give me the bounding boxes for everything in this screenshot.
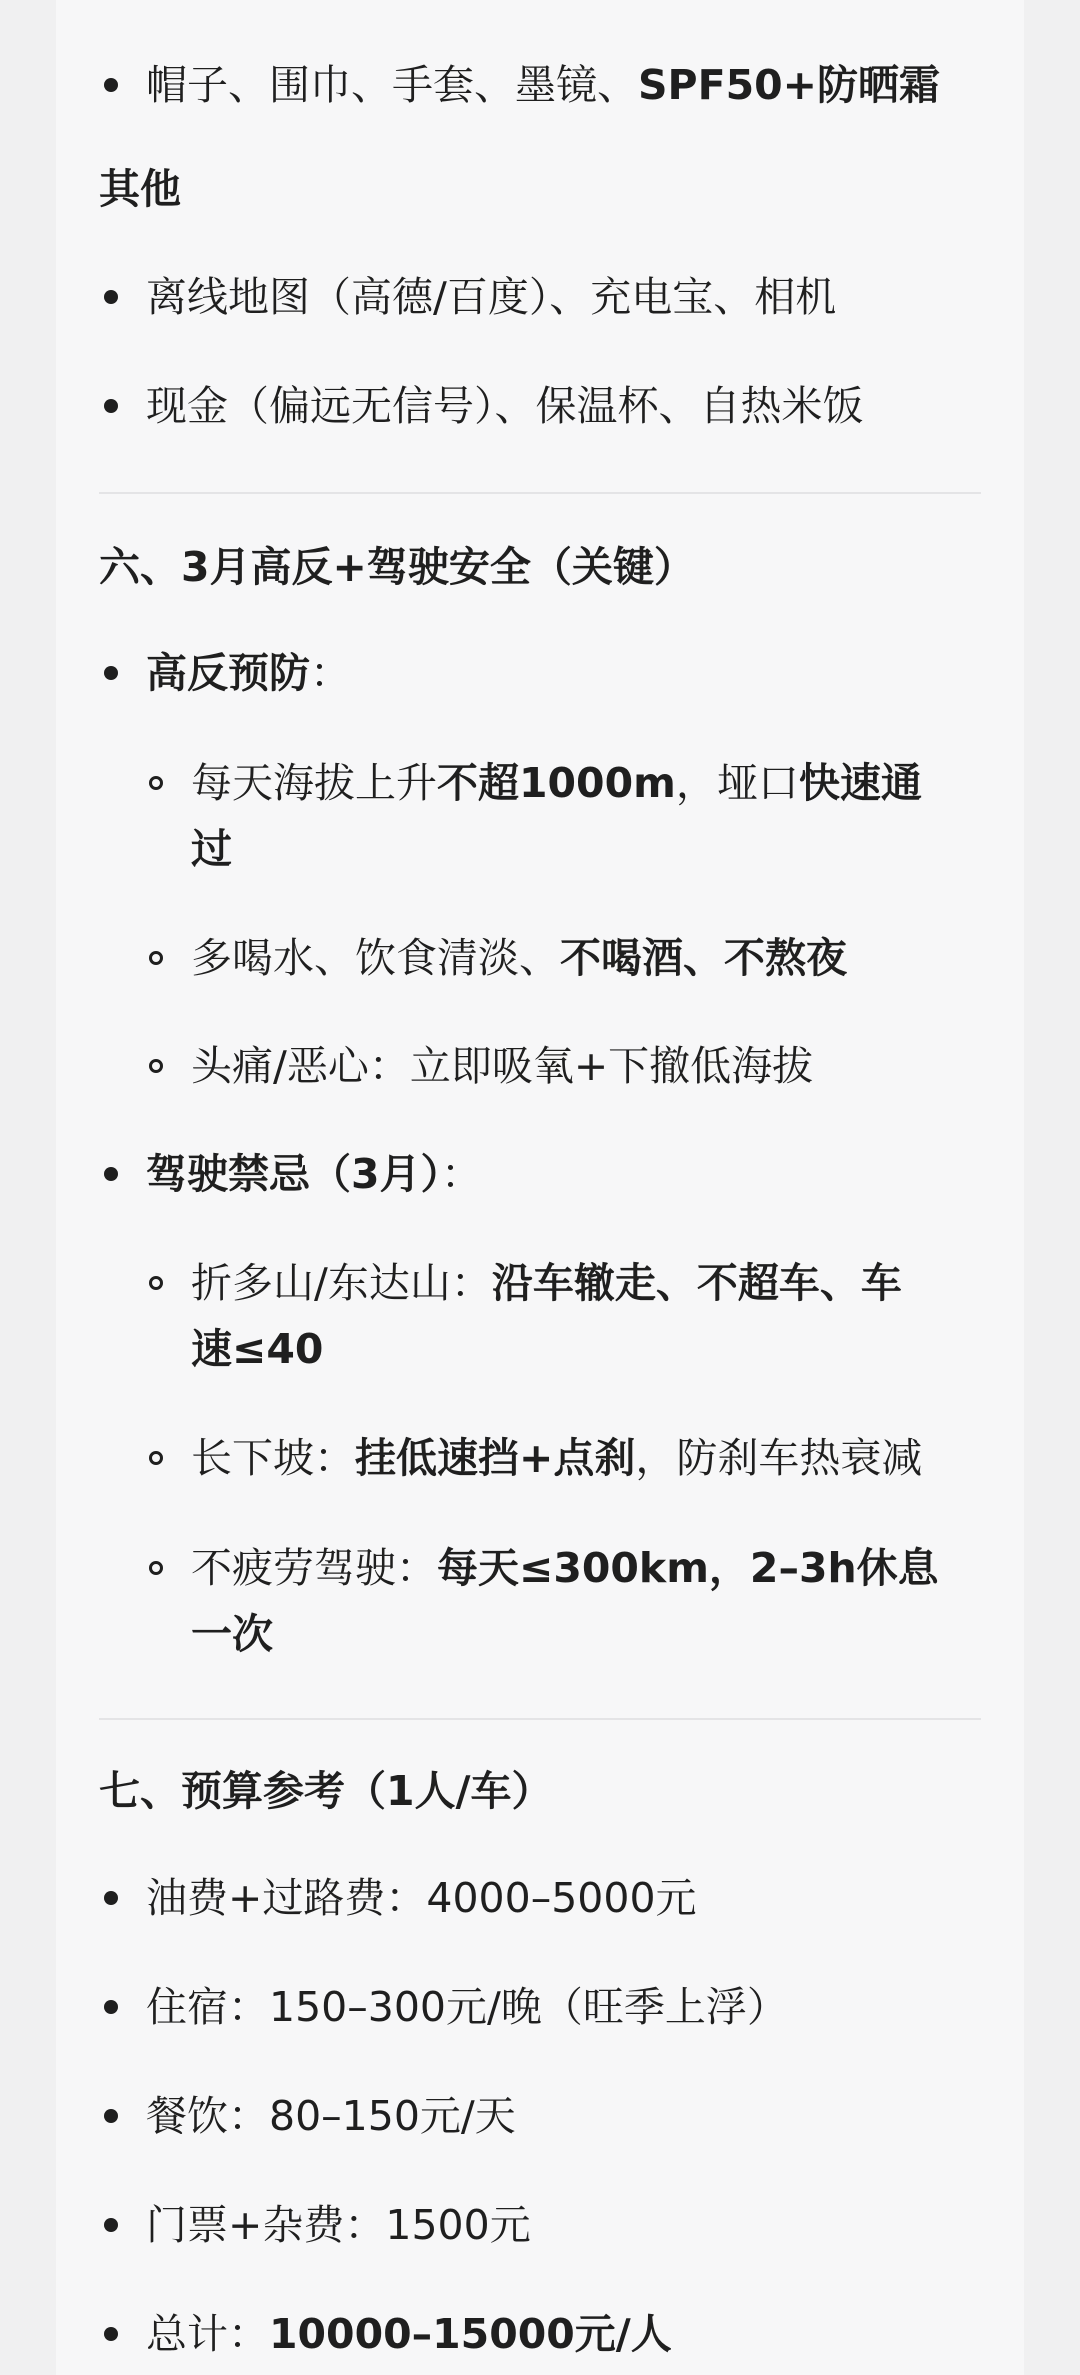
list-item-text: 帽子、围巾、手套、墨镜、: [146, 61, 638, 109]
sub-item-bold: 过: [191, 825, 232, 873]
sub-item-bold: 沿车辙走、不超车、车: [491, 1259, 902, 1307]
list-item-altitude: [146, 646, 351, 700]
sub-item-text: ，防刹车热衰减: [635, 1434, 923, 1482]
list-item-gear: [146, 58, 940, 112]
section-heading-7: 七、预算参考（1人/车）: [99, 1767, 553, 1815]
sub-item-text: 不疲劳驾驶：: [191, 1544, 437, 1592]
sub-item-text: 长下坡：: [191, 1434, 355, 1482]
list-item: 餐饮：80–150元/天: [146, 2092, 516, 2140]
sub-bullet-icon: [149, 1451, 163, 1465]
right-margin: [1024, 0, 1080, 2375]
sub-bullet-icon: [149, 1561, 163, 1575]
sub-item-altitude-2: [191, 931, 847, 985]
section-heading-6: 六、3月高反+驾驶安全（关键）: [99, 543, 695, 591]
sub-item-driving-3: [191, 1541, 939, 1595]
bullet-icon: [104, 1167, 118, 1181]
list-item: 门票+杂费：1500元: [146, 2201, 531, 2249]
bullet-icon: [104, 78, 118, 92]
colon: ：: [441, 1150, 483, 1198]
sub-item-bold: 速≤40: [191, 1325, 324, 1373]
sub-item-text: ，垭口: [675, 759, 799, 807]
list-item: 油费+过路费：4000–5000元: [146, 1874, 697, 1922]
sub-bullet-icon: [149, 951, 163, 965]
section-heading-other: 其他: [99, 165, 181, 213]
section-divider: [99, 492, 981, 494]
sub-item-bold: 快速通: [798, 759, 922, 807]
bullet-icon: [104, 399, 118, 413]
bullet-icon: [104, 666, 118, 680]
list-item: 现金（偏远无信号）、保温杯、自热米饭: [146, 382, 864, 430]
sub-item-bold: 不喝酒、不熬夜: [560, 934, 847, 982]
sub-item-driving-3-cont: [191, 1607, 273, 1661]
list-item-driving: [146, 1147, 482, 1201]
sub-item-altitude-1-cont: [191, 822, 232, 876]
list-item-bold: SPF50+防晒霜: [638, 61, 940, 109]
bullet-icon: [104, 290, 118, 304]
sub-bullet-icon: [149, 776, 163, 790]
sub-item-bold: 挂低速挡+点刹: [355, 1434, 636, 1482]
section-divider: [99, 1718, 981, 1720]
sub-item-bold: 每天≤300km，2–3h休息: [437, 1544, 939, 1592]
sub-item-altitude-3: 头痛/恶心：立即吸氧+下撤低海拔: [191, 1042, 814, 1090]
sub-item-driving-1: [191, 1256, 902, 1310]
bullet-icon: [104, 2218, 118, 2232]
list-item-label: 高反预防: [146, 649, 310, 697]
bullet-icon: [104, 2000, 118, 2014]
sub-bullet-icon: [149, 1276, 163, 1290]
sub-bullet-icon: [149, 1059, 163, 1073]
list-item: 住宿：150–300元/晚（旺季上浮）: [146, 1983, 788, 2031]
list-item: 离线地图（高德/百度）、充电宝、相机: [146, 273, 837, 321]
list-item-text: 总计：: [146, 2310, 269, 2358]
bullet-icon: [104, 2109, 118, 2123]
sub-item-driving-1-cont: [191, 1322, 323, 1376]
sub-item-text: 多喝水、饮食清淡、: [191, 934, 560, 982]
sub-item-text: 每天海拔上升: [191, 759, 437, 807]
sub-item-altitude-1: [191, 756, 922, 810]
bullet-icon: [104, 1891, 118, 1905]
list-item-label: 驾驶禁忌（3月）: [146, 1150, 442, 1198]
sub-item-driving-2: [191, 1431, 922, 1485]
bullet-icon: [104, 2327, 118, 2341]
list-item-bold: 10000–15000元/人: [269, 2310, 672, 2358]
sub-item-bold: 一次: [191, 1610, 273, 1658]
sub-item-text: 折多山/东达山：: [191, 1259, 492, 1307]
list-item-total: [146, 2307, 672, 2361]
sub-item-bold: 不超1000m: [437, 759, 676, 807]
colon: ：: [310, 649, 351, 697]
left-margin: [0, 0, 56, 2375]
